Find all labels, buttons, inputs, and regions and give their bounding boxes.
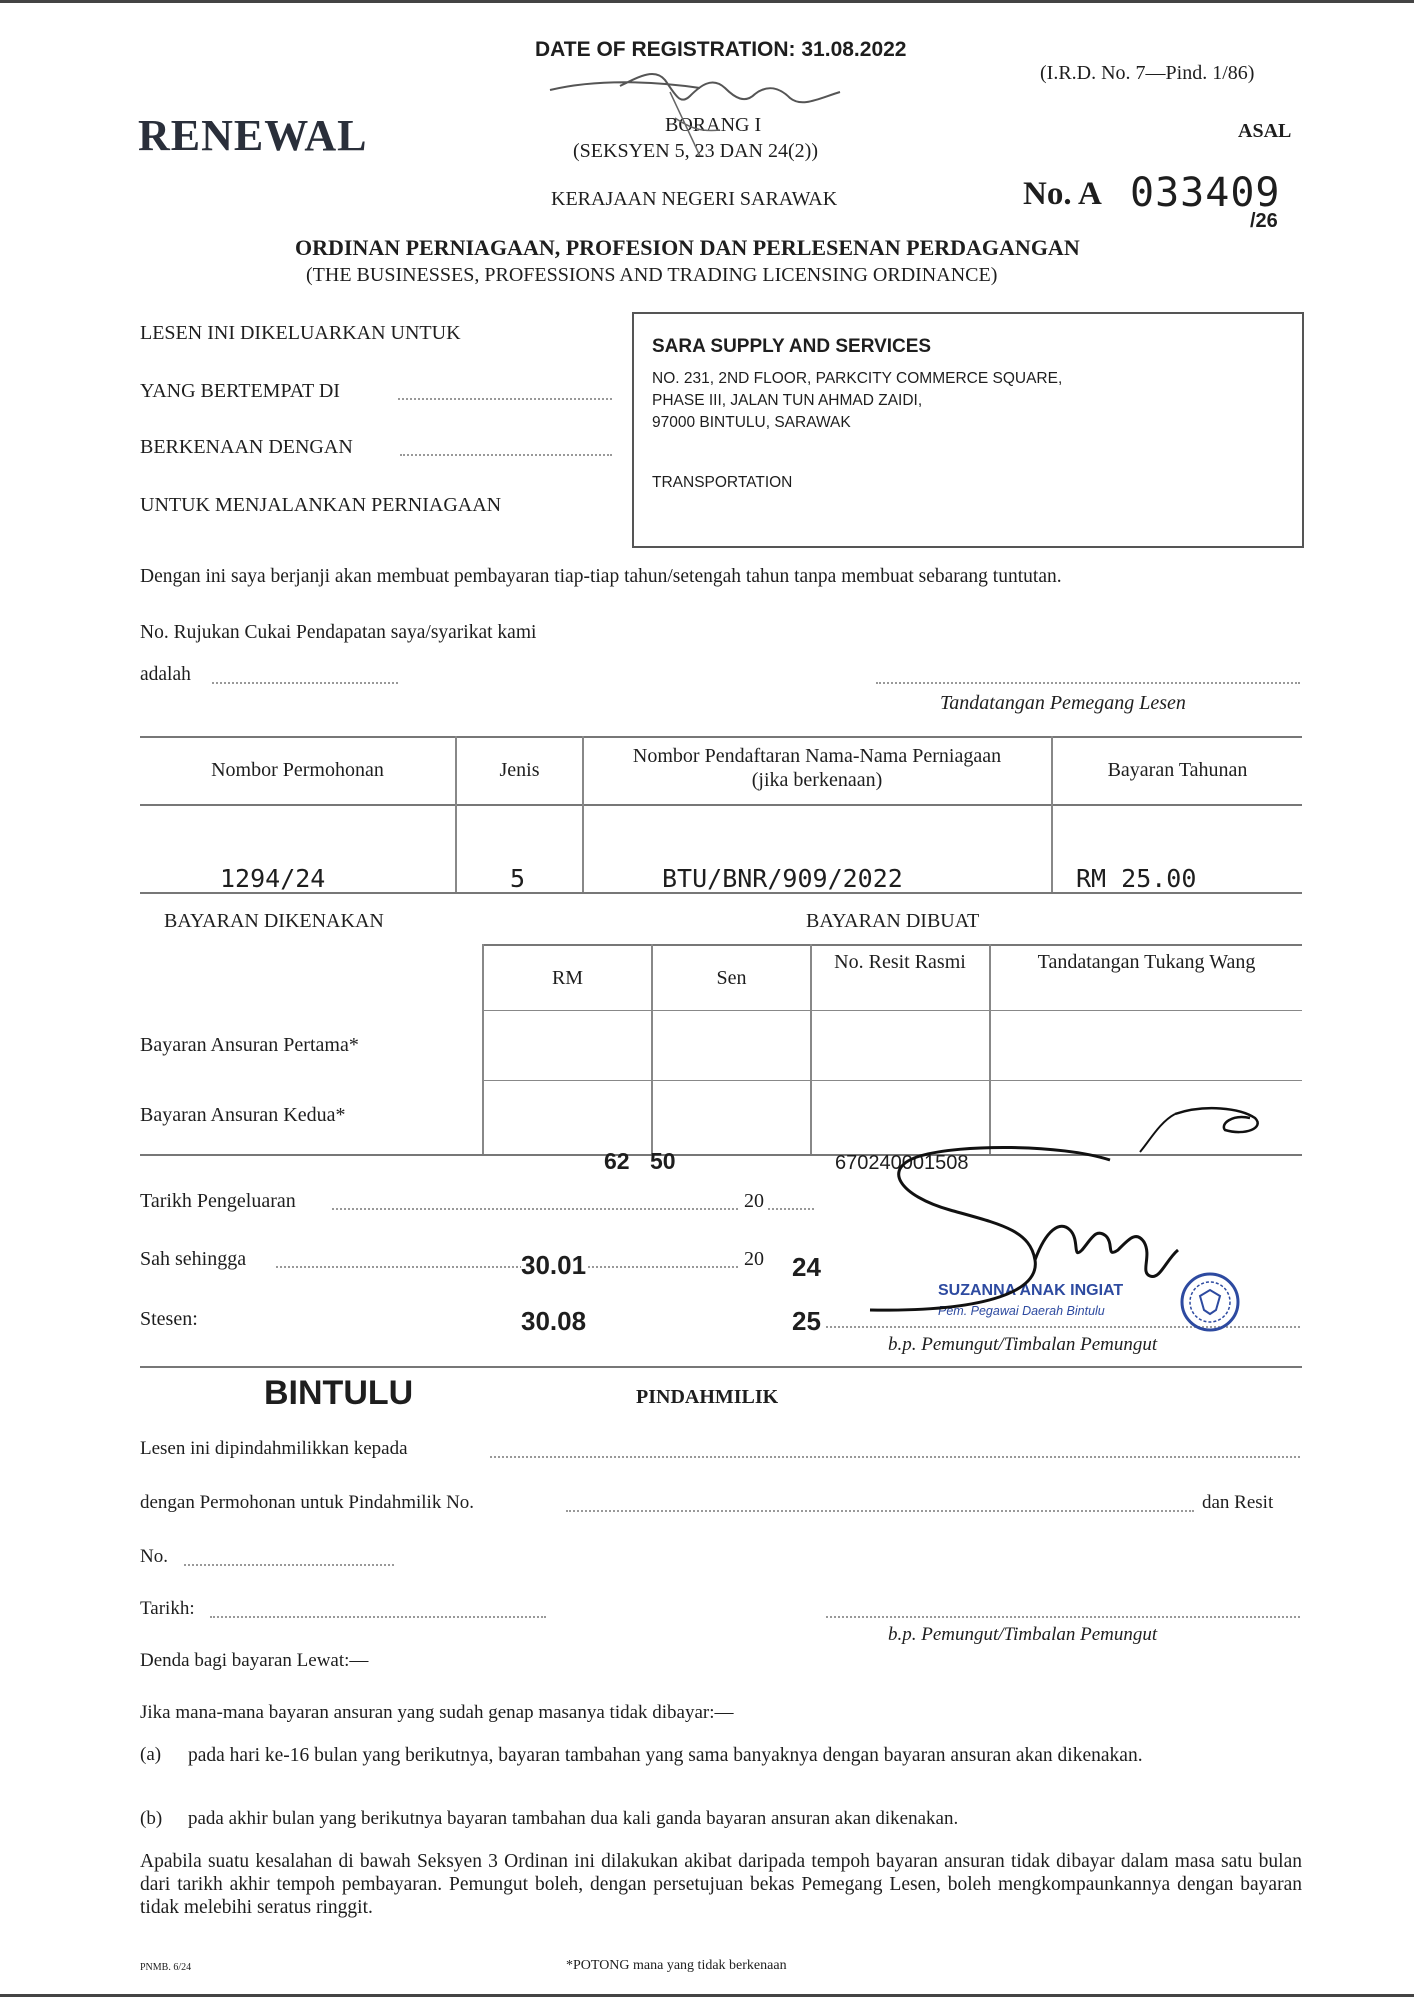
officer-stamp-title: Pem. Pegawai Daerah Bintulu xyxy=(938,1304,1105,1318)
officer-stamp-name: SUZANNA ANAK INGIAT xyxy=(938,1282,1124,1299)
tax-reference-label: No. Rujukan Cukai Pendapatan saya/syarikat kami xyxy=(140,622,537,643)
receipt-no-label: No. xyxy=(140,1546,168,1567)
business-registration-number: BTU/BNR/909/2022 xyxy=(662,864,903,893)
form-code: PNMB. 6/24 xyxy=(140,1962,192,1973)
table-column-divider xyxy=(810,944,812,1154)
amount-sen: 50 xyxy=(650,1148,676,1174)
station-label: Stesen: xyxy=(140,1308,198,1330)
asal-label: ASAL xyxy=(1238,120,1292,142)
dotted-leader xyxy=(400,454,612,456)
label-issued-to: LESEN INI DIKELUARKAN UNTUK xyxy=(140,322,461,344)
dan-resit-label: dan Resit xyxy=(1202,1492,1274,1513)
date-of-registration: DATE OF REGISTRATION: 31.08.2022 xyxy=(535,38,907,61)
licensee-details-box xyxy=(632,312,1304,548)
receipt-number: 670240001508 xyxy=(835,1152,969,1174)
receipt-no-field xyxy=(184,1564,394,1566)
col-header-rm: RM xyxy=(551,967,584,989)
table-column-divider xyxy=(582,736,584,892)
payment-promise: Dengan ini saya berjanji akan membuat pembayaran tiap-tiap tahun/setengah tahun tanpa membuat sebarang tuntutan. xyxy=(140,566,1062,587)
ird-reference: (I.R.D. No. 7—Pind. 1/86) xyxy=(1040,62,1255,84)
penalty-b-label: (b) xyxy=(140,1808,163,1829)
ordinance-subtitle: (THE BUSINESSES, PROFESSIONS AND TRADING LICENSING ORDINANCE) xyxy=(306,264,998,286)
page-top-edge xyxy=(0,0,1414,3)
address-line-1: NO. 231, 2ND FLOOR, PARKCITY COMMERCE SQUARE, xyxy=(652,370,1063,387)
license-number: 033409 xyxy=(1130,170,1281,216)
kerajaan-label: KERAJAAN NEGERI SARAWAK xyxy=(551,188,838,210)
valid-to-year: 25 xyxy=(792,1306,821,1336)
table-rule xyxy=(140,804,1302,806)
penalty-a-text: pada hari ke-16 bulan yang berikutnya, bayaran tambahan yang sama banyaknya dengan bayaran ansuran akan dikenakan. xyxy=(188,1745,1143,1766)
valid-year-prefix: 20 xyxy=(744,1248,764,1270)
license-type: 5 xyxy=(510,864,526,893)
issue-date-label: Tarikh Pengeluaran xyxy=(140,1190,296,1212)
holder-signature-line xyxy=(876,682,1300,684)
penalty-a-label: (a) xyxy=(140,1744,162,1765)
station-name: BINTULU xyxy=(264,1374,414,1412)
section-divider xyxy=(140,1366,1302,1368)
issue-year-prefix: 20 xyxy=(744,1190,764,1212)
ordinance-title: ORDINAN PERNIAGAAN, PROFESION DAN PERLESENAN PERDAGANGAN xyxy=(295,235,1080,260)
table-rule xyxy=(482,1080,1302,1081)
footer-note: *POTONG mana yang tidak berkenaan xyxy=(566,1958,787,1973)
valid-to-date: 30.08 xyxy=(521,1306,587,1336)
payments-made-label: BAYARAN DIBUAT xyxy=(806,910,980,932)
transfer-date-field xyxy=(210,1616,546,1618)
penalty-closing: Apabila suatu kesalahan di bawah Seksyen 3 Ordinan ini dilakukan akibat daripada tempoh bayaran ansuran tidak dibayar dalam masa satu bulan dari tarikh akhir tempoh pembayaran. Pemungut boleh, dengan persetujuan bekas Pemegang Lesen, boleh mengkompaunkannya dengan bayaran tidak melebihi seratus ringgit. xyxy=(140,1851,1302,1918)
application-number: 1294/24 xyxy=(220,864,326,893)
table-rule xyxy=(482,1010,1302,1011)
transfer-application-label: dengan Permohonan untuk Pindahmilik No. xyxy=(140,1492,475,1513)
transfer-application-field xyxy=(566,1510,1194,1512)
address-line-2: PHASE III, JALAN TUN AHMAD ZAIDI, xyxy=(652,392,923,409)
label-business: UNTUK MENJALANKAN PERNIAGAAN xyxy=(140,494,502,516)
label-regarding: BERKENAAN DENGAN xyxy=(140,436,353,458)
col-header-cashier-signature: Tandatangan Tukang Wang xyxy=(1037,951,1256,973)
collector-label: b.p. Pemungut/Timbalan Pemungut xyxy=(888,1334,1158,1355)
penalty-title: Denda bagi bayaran Lewat:— xyxy=(140,1650,369,1671)
valid-from-year: 24 xyxy=(792,1252,821,1282)
transfer-title: PINDAHMILIK xyxy=(636,1386,779,1408)
dotted-leader xyxy=(768,1208,814,1210)
holder-signature-label: Tandatangan Pemegang Lesen xyxy=(940,692,1186,714)
col-header-type: Jenis xyxy=(499,759,540,781)
col-header-receipt-no: No. Resit Rasmi xyxy=(834,951,966,973)
dotted-leader xyxy=(332,1208,738,1210)
business-name: SARA SUPPLY AND SERVICES xyxy=(652,336,932,357)
annual-fee: RM 25.00 xyxy=(1076,864,1197,893)
valid-until-label: Sah sehingga xyxy=(140,1248,247,1270)
label-located-at: YANG BERTEMPAT DI xyxy=(140,380,340,402)
dotted-leader xyxy=(276,1266,738,1268)
dotted-leader xyxy=(398,398,612,400)
tax-reference-field xyxy=(212,682,398,684)
seksyen-label: (SEKSYEN 5, 23 DAN 24(2)) xyxy=(573,140,818,162)
transferred-to-field xyxy=(490,1456,1300,1458)
col-header-sen: Sen xyxy=(716,967,747,989)
penalty-intro: Jika mana-mana bayaran ansuran yang sudah genap masanya tidak dibayar:— xyxy=(140,1702,734,1723)
license-no-prefix: No. A xyxy=(1023,176,1102,212)
col-header-business-registration: Nombor Pendaftaran Nama-Nama Perniagaan (jika berkenaan) xyxy=(632,745,1002,791)
transfer-collector-signature-line xyxy=(826,1616,1300,1618)
business-type: TRANSPORTATION xyxy=(652,474,793,491)
table-rule xyxy=(140,736,1302,738)
first-installment-label: Bayaran Ansuran Pertama* xyxy=(140,1034,359,1056)
second-installment-label: Bayaran Ansuran Kedua* xyxy=(140,1104,346,1126)
transfer-date-label: Tarikh: xyxy=(140,1598,195,1619)
collector-signature xyxy=(860,1100,1280,1330)
renewal-title: RENEWAL xyxy=(138,111,368,160)
address-line-3: 97000 BINTULU, SARAWAK xyxy=(652,414,851,431)
borang-label: BORANG I xyxy=(665,114,762,136)
transferred-to-label: Lesen ini dipindahmilikkan kepada xyxy=(140,1438,408,1459)
penalty-b-text: pada akhir bulan yang berikutnya bayaran tambahan dua kali ganda bayaran ansuran akan dikenakan. xyxy=(188,1808,959,1829)
col-header-application-no: Nombor Permohonan xyxy=(211,759,384,781)
amount-rm: 62 xyxy=(604,1148,630,1174)
registration-signature xyxy=(540,58,920,168)
col-header-annual-fee: Bayaran Tahunan xyxy=(1107,759,1248,781)
adalah-label: adalah xyxy=(140,664,191,685)
table-rule xyxy=(482,944,1302,946)
page-bottom-edge xyxy=(0,1994,1414,1997)
payments-charged-label: BAYARAN DIKENAKAN xyxy=(164,910,384,932)
transfer-collector-label: b.p. Pemungut/Timbalan Pemungut xyxy=(888,1624,1158,1645)
license-no-suffix: /26 xyxy=(1250,210,1278,232)
valid-from-date: 30.01 xyxy=(521,1250,587,1280)
